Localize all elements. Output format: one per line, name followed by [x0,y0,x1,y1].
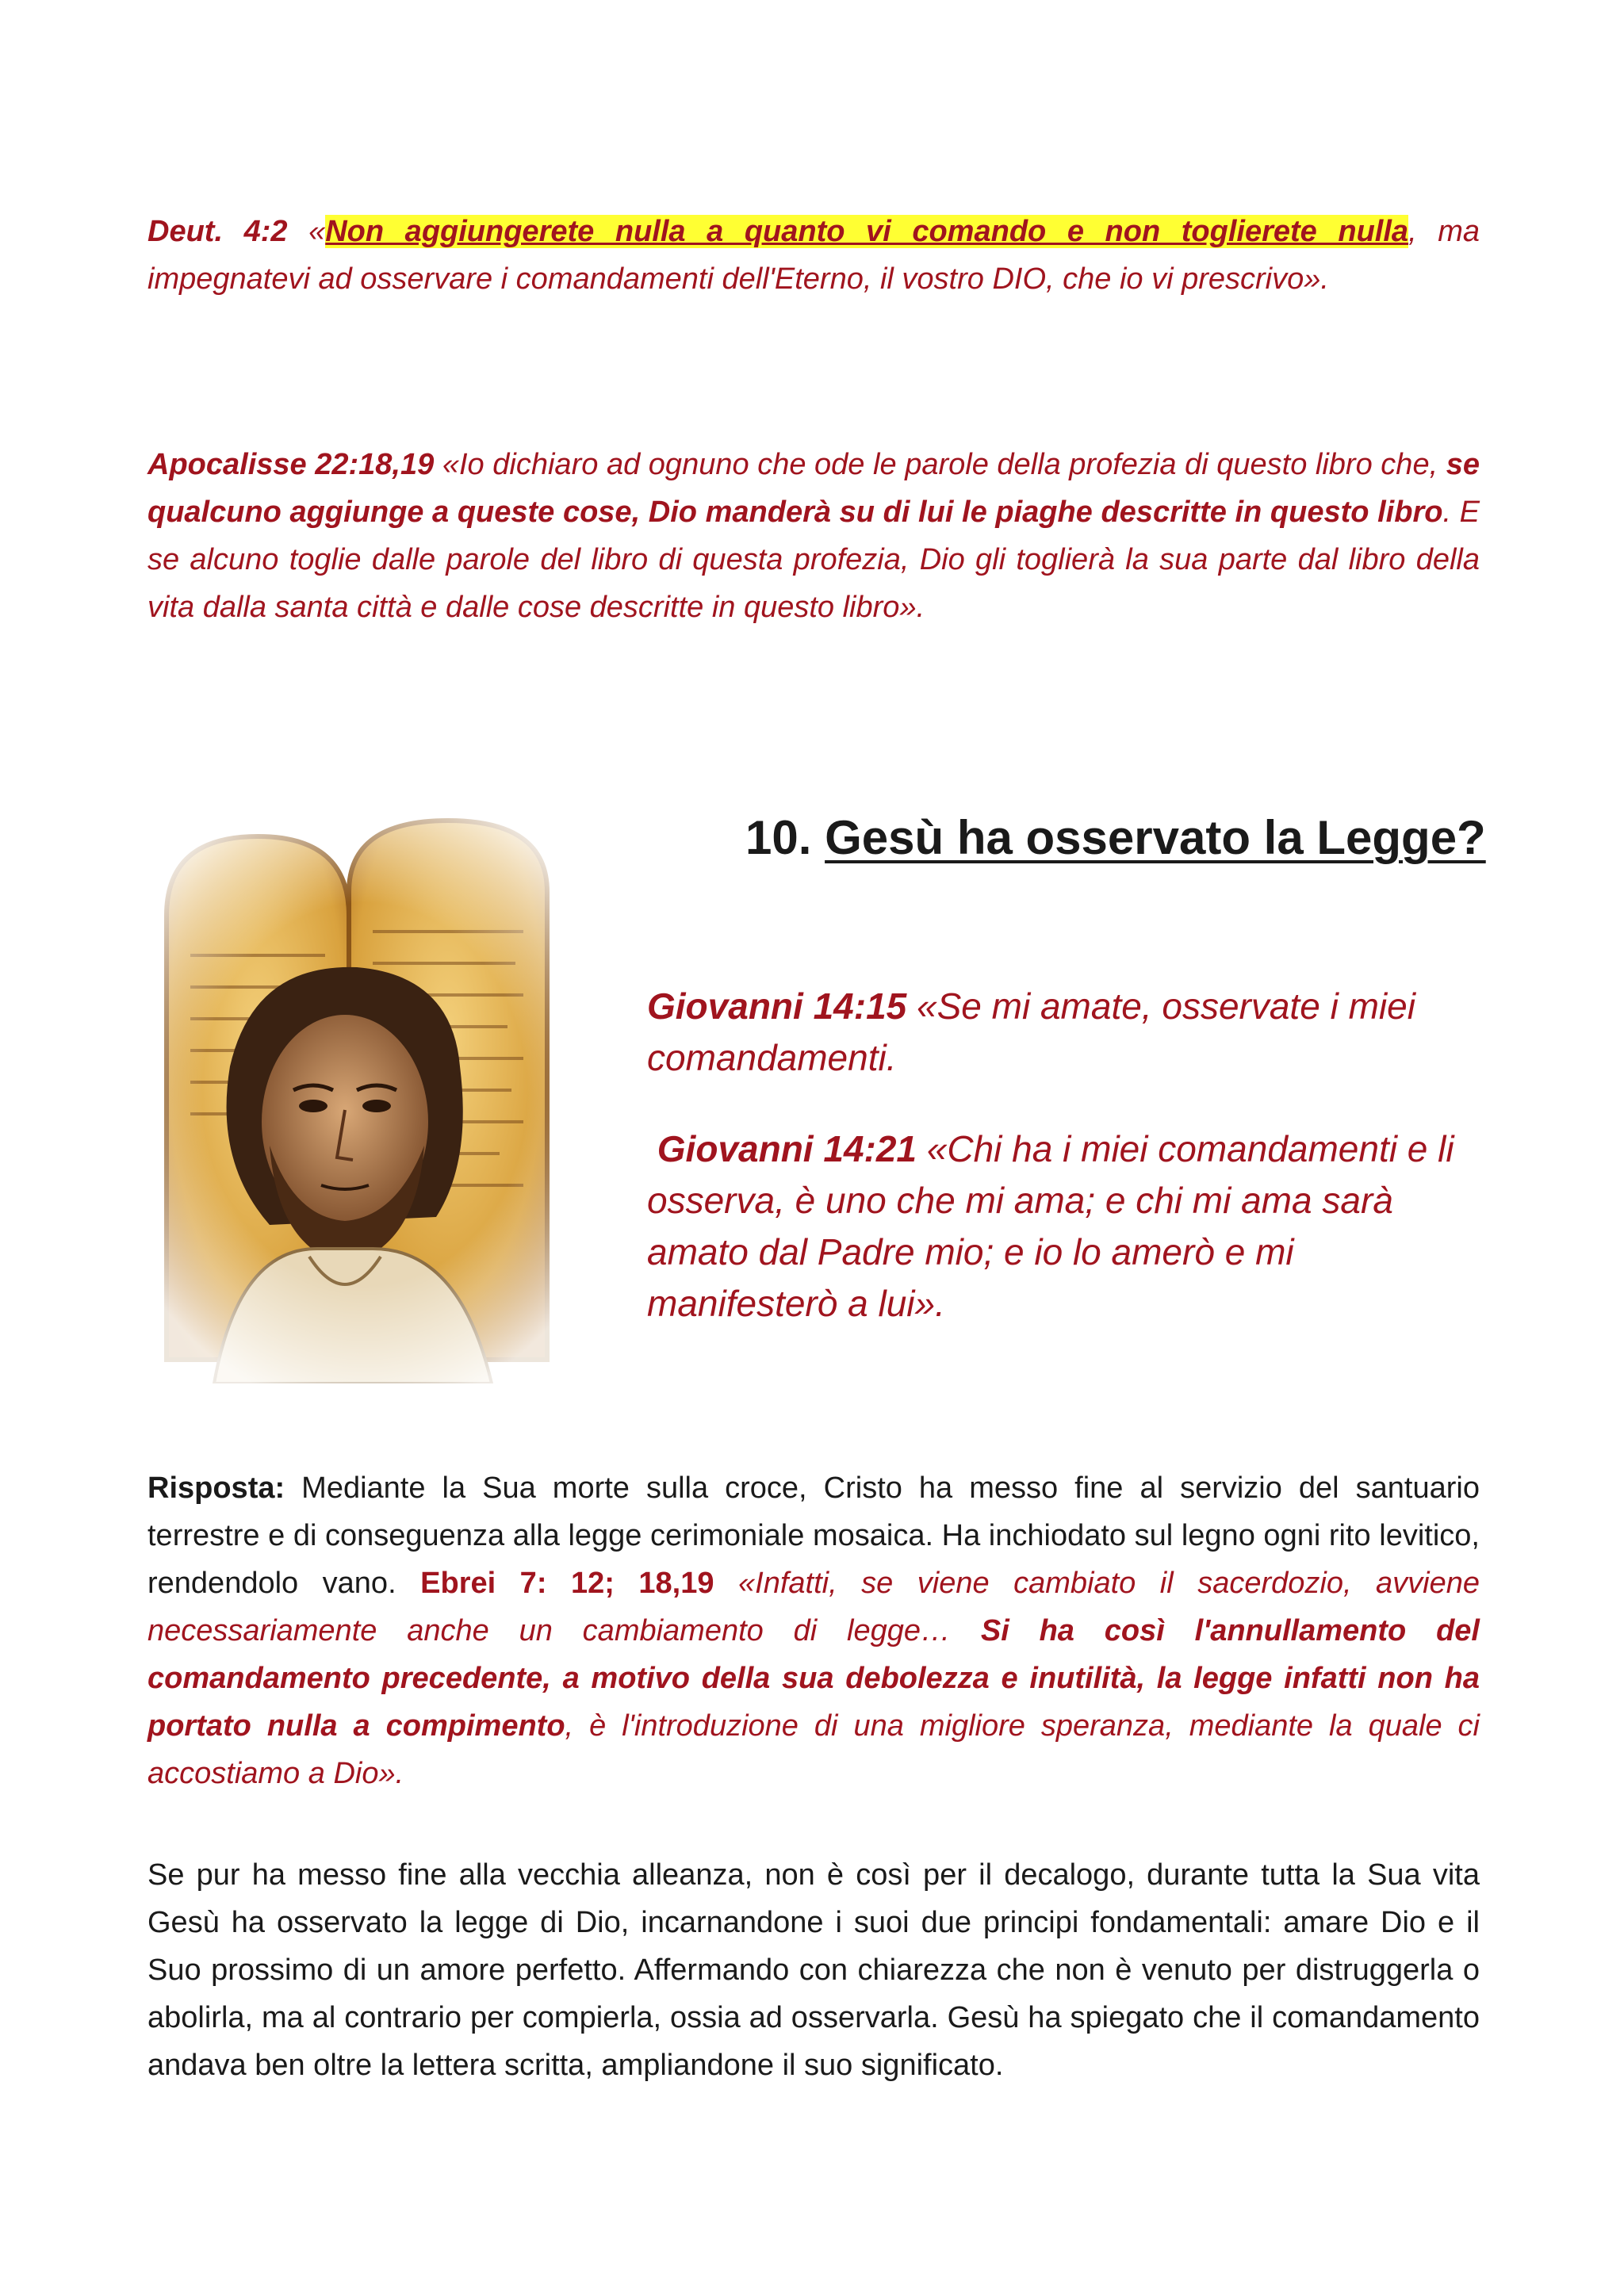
risposta-label: Risposta: [147,1471,285,1505]
giovanni-14-21-quote [647,1123,1480,1330]
giovanni-14-21-text: «Chi ha i miei comandamenti e li osserva, è uno che mi ama; e chi mi ama sarà amato dal Padre mio; e io lo amerò e mi manifesterò a lui». [647,1128,1454,1324]
deut-quote [147,208,1480,303]
tablets-portrait-image [119,805,611,1383]
apoc-text-2: . E se alcuno toglie dalle parole del libro di questa profezia, Dio gli toglierà la sua parte dal libro della vita dalla santa città e dalle cose descritte in questo libro [147,496,1480,624]
apoc-bold: se qualcuno aggiunge a queste cose, Dio manderà su di lui le piaghe descritte in questo libro [147,448,1480,529]
section-heading [745,810,1486,865]
deut-ref: Deut. 4:2 [147,215,288,248]
deut-open: « [287,215,326,248]
section-number: 10. [745,811,812,864]
giovanni-14-15-quote [647,981,1480,1084]
ebrei-ref: Ebrei 7: 12; 18,19 [420,1567,714,1600]
section-title: Gesù ha osservato la Legge? [825,811,1486,864]
deut-highlight: Non aggiungerete nulla a quanto vi comando e non toglierete nulla [325,215,1409,248]
deut-rest: , ma impegnatevi ad osservare i comandamenti dell'Eterno, il vostro DIO, che io vi prescrivo [147,215,1480,296]
apoc-open: « [434,448,459,481]
apoc-text-1: Io dichiaro ad ognuno che ode le parole della profezia di questo libro che, [459,448,1446,481]
apoc-quote [147,441,1480,631]
giovanni-14-15-text: «Se mi amate, osservate i miei comandamenti. [647,985,1415,1078]
ebrei-open: « [714,1567,756,1600]
risposta-paragraph [147,1464,1480,1797]
giovanni-14-21-ref: Giovanni 14:21 [657,1128,917,1169]
apoc-close: ». [899,591,925,624]
ebrei-quote-1: Infatti, se viene cambiato il sacerdozio, avviene necessariamente anche un cambiamento di legge… [147,1567,1480,1647]
apoc-ref: Apocalisse 22:18,19 [147,448,435,481]
giovanni-14-15-ref: Giovanni 14:15 [647,985,907,1027]
deut-close: ». [1304,262,1329,296]
decalogo-paragraph: Se pur ha messo fine alla vecchia alleanza, non è così per il decalogo, durante tutta la Sua vita Gesù ha osservato la legge di Dio, incarnandone i suoi due principi fondamentali: amare Dio e il Suo prossimo di un amore perfetto. Affermando con chiarezza che non è venuto per distruggerla o abolirla, ma al contrario per compierla, ossia ad osservarla. Gesù ha spiegato che il comandamento andava ben oltre la lettera scritta, ampliandone il suo significato. [147,1858,1480,2082]
risposta-text: Mediante la Sua morte sulla croce, Cristo ha messo fine al servizio del santuario terrestre e di conseguenza alla legge cerimoniale mosaica. Ha inchiodato sul legno ogni rito levitico, rendendolo vano. [147,1471,1480,1600]
ebrei-quote-2: , è l'introduzione di una migliore speranza, mediante la quale ci accostiamo a Dio». [147,1709,1480,1790]
ebrei-quote-bold: Si ha così l'annullamento del comandamento precedente, a motivo della sua debolezza e inutilità, la legge infatti non ha portato nulla a compimento [147,1614,1480,1743]
